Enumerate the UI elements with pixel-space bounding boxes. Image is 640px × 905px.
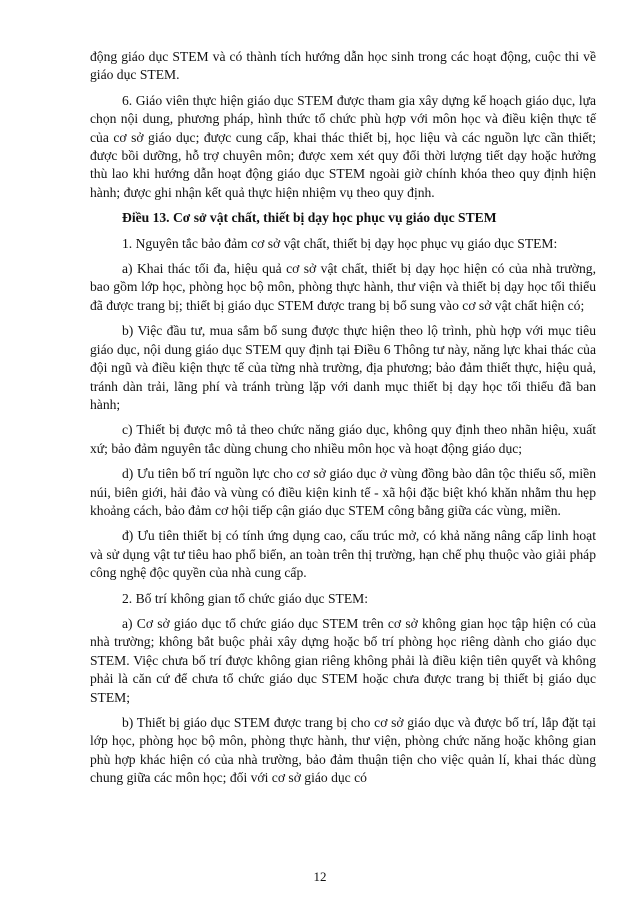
paragraph-point-d: d) Ưu tiên bố trí nguồn lực cho cơ sở giáo dục ở vùng đồng bào dân tộc thiểu số, miền núi, biên giới, hải đảo và vùng có điều kiện kinh tế - xã hội đặc biệt khó khăn nhằm thu hẹp khoảng cách, bảo đảm cơ hội tiếp cận giáo dục STEM công bằng giữa các vùng, miền. (90, 466, 596, 518)
paragraph-space-b: b) Thiết bị giáo dục STEM được trang bị cho cơ sở giáo dục và được bố trí, lắp đặt tại lớp học, phòng học bộ môn, phòng thực hành, thư viện, phòng chức năng hoặc không gian phù hợp khác hiện có của nhà trường, bảo đảm thuận tiện cho việc quản lí, khai thác dùng chung giữa các môn học; đối với cơ sở giáo dục có (90, 715, 596, 786)
paragraph-space-2: 2. Bố trí không gian tổ chức giáo dục STEM: (122, 590, 368, 606)
paragraph-space-a: a) Cơ sở giáo dục tổ chức giáo dục STEM trên cơ sở không gian học tập hiện có của nhà trường; không bắt buộc phải xây dựng hoặc bố trí phòng học riêng dành cho giáo dục STEM. Việc chưa bố trí được không gian riêng không phải là điều kiện tiên quyết và không phải là căn cứ để chưa tổ chức giáo dục STEM hoặc chưa được trang bị thiết bị giáo dục STEM; (90, 615, 596, 705)
article-13-heading: Điều 13. Cơ sở vật chất, thiết bị dạy học phục vụ giáo dục STEM (122, 210, 497, 226)
paragraph-point-c: c) Thiết bị được mô tả theo chức năng giáo dục, không quy định theo nhãn hiệu, xuất xứ; bảo đảm nguyên tắc dùng chung cho nhiều môn học và hoạt động giáo dục; (90, 422, 596, 456)
paragraph-point-dd: đ) Ưu tiên thiết bị có tính ứng dụng cao, cấu trúc mở, có khả năng nâng cấp linh hoạt và sử dụng vật tư tiêu hao phổ biến, an toàn trên thị trường, hạn chế phụ thuộc vào giải pháp công nghệ độc quyền của nhà cung cấp. (90, 528, 596, 581)
paragraph-point-b: b) Việc đầu tư, mua sắm bổ sung được thực hiện theo lộ trình, phù hợp với mục tiêu giáo dục, nội dung giáo dục STEM quy định tại Điều 6 Thông tư này, năng lực khai thác của đội ngũ và điều kiện thực tế của từng nhà trường, địa phương; bảo đảm thiết thực, hiệu quả, tránh dàn trải, lãng phí và tránh trùng lặp với danh mục thiết bị dạy học tối thiểu đã ban hành; (90, 323, 596, 412)
page-number: 12 (313, 869, 327, 884)
paragraph-principle-1: 1. Nguyên tắc bảo đảm cơ sở vật chất, thiết bị dạy học phục vụ giáo dục STEM: (122, 235, 558, 251)
paragraph-point-a: a) Khai thác tối đa, hiệu quả cơ sở vật chất, thiết bị dạy học hiện có của nhà trường, bao gồm lớp học, phòng học bộ môn, phòng thực hành, thư viện và thiết bị dạy học tối thiểu đã được trang bị; thiết bị giáo dục STEM được trang bị bổ sung vào cơ sở vật chất hiện có; (90, 261, 596, 313)
paragraph-item-6: 6. Giáo viên thực hiện giáo dục STEM được tham gia xây dựng kế hoạch giáo dục, lựa chọn nội dung, phương pháp, hình thức tổ chức phù hợp với môn học và điều kiện thực tế của cơ sở giáo dục; được cung cấp, khai thác thiết bị, học liệu và các nguồn lực cần thiết; được bồi dưỡng, hỗ trợ chuyên môn; được xem xét quy đổi thời lượng tiết dạy hoặc hưởng thù lao khi hướng dẫn hoạt động giáo dục STEM ngoài giờ chính khóa theo quy định hiện hành; được ghi nhận kết quả thực hiện nhiệm vụ theo quy định. (90, 92, 596, 200)
paragraph-continuation: động giáo dục STEM và có thành tích hướng dẫn học sinh trong các hoạt động, cuộc thi về giáo dục STEM. (90, 49, 596, 83)
